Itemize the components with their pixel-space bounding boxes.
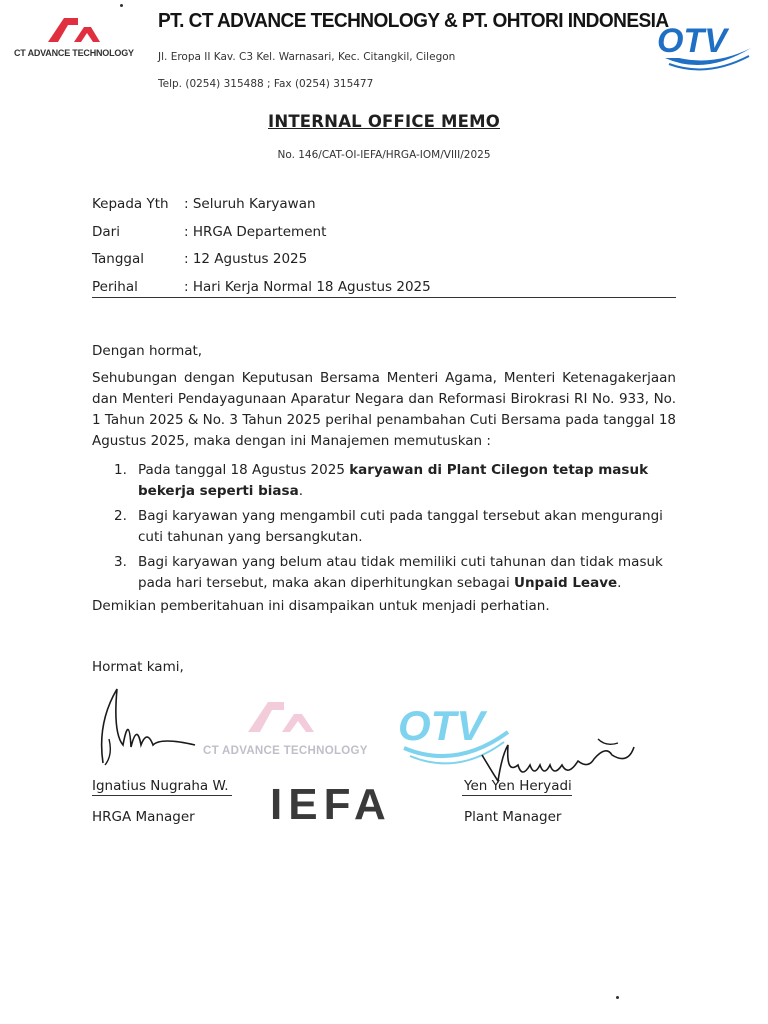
iefa-logo-text: IEFA	[270, 783, 392, 823]
list-item	[92, 552, 676, 594]
regards: Hormat kami,	[92, 659, 184, 675]
list-bold-text: Unpaid Leave	[513, 575, 618, 591]
scan-speck	[616, 996, 619, 999]
memo-title: INTERNAL OFFICE MEMO	[268, 112, 500, 131]
signatory-left-line	[92, 795, 232, 796]
company-name: PT. CT ADVANCE TECHNOLOGY & PT. OHTORI INDONESIA	[158, 9, 669, 32]
signatory-left-name: Ignatius Nugraha W.	[92, 778, 229, 794]
list-text-end: .	[298, 483, 303, 499]
signatory-right-line	[462, 795, 572, 796]
field-label: Tanggal	[92, 251, 145, 267]
field-recipient	[92, 196, 316, 212]
field-label: Kepada Yth	[92, 196, 169, 212]
ct-logo-text: CT ADVANCE TECHNOLOGY	[14, 48, 134, 58]
signatory-right-name: Yen Yen Heryadi	[464, 778, 572, 794]
otv-logo-text: OTV	[657, 22, 727, 60]
list-item	[92, 460, 676, 502]
field-value: : 12 Agustus 2025	[184, 251, 308, 267]
scan-speck	[120, 4, 123, 7]
memo-number: No. 146/CAT-OI-IEFA/HRGA-IOM/VIII/2025	[277, 149, 491, 161]
field-value: : Seluruh Karyawan	[184, 196, 316, 212]
field-value: : HRGA Departement	[184, 224, 327, 240]
closing-sentence: Demikian pemberitahuan ini disampaikan untuk menjadi perhatian.	[92, 598, 550, 614]
list-text: Bagi karyawan yang belum atau tidak memiliki cuti tahunan dan tidak masuk pada hari tersebut, maka akan diperhitungkan sebagai	[138, 554, 663, 591]
otv-stamp-text: OTV	[398, 702, 485, 749]
body-paragraph: Sehubungan dengan Keputusan Bersama Menteri Agama, Menteri Ketenagakerjaan dan Menteri Pendayagunaan Aparatur Negara dan Reformasi Birokrasi RI No. 933, No. 1 Tahun 2025 & No. 3 Tahun 2025 perihal penambahan Cuti Bersama pada tanggal 18 Agustus 2025, maka dengan ini Manajemen memutuskan :	[92, 370, 676, 449]
ct-stamp-icon	[242, 696, 332, 740]
otv-logo	[655, 14, 755, 80]
list-text-end: .	[617, 575, 622, 591]
ct-stamp-text: CT ADVANCE TECHNOLOGY	[203, 745, 368, 757]
field-date	[92, 251, 307, 267]
list-text: Bagi karyawan yang mengambil cuti pada tanggal tersebut akan mengurangi cuti tahunan yang bersangkutan.	[138, 508, 663, 545]
list-text: Pada tanggal 18 Agustus 2025	[138, 462, 350, 478]
salutation: Dengan hormat,	[92, 343, 203, 359]
field-label: Perihal	[92, 279, 138, 295]
signatory-right-role: Plant Manager	[464, 809, 562, 825]
signatory-left-role: HRGA Manager	[92, 809, 195, 825]
list-bold-text: karyawan di Plant Cilegon tetap masuk bekerja seperti biasa	[138, 462, 649, 499]
field-subject	[92, 279, 431, 295]
ct-advance-logo	[14, 14, 138, 58]
iefa-logo	[270, 783, 454, 827]
company-phone: Telp. (0254) 315488 ; Fax (0254) 315477	[158, 78, 374, 90]
company-address: Jl. Eropa II Kav. C3 Kel. Warnasari, Kec. Citangkil, Cilegon	[158, 51, 456, 63]
otv-logo-icon	[655, 14, 755, 76]
field-value: : Hari Kerja Normal 18 Agustus 2025	[184, 279, 431, 295]
list-item	[92, 506, 676, 548]
header-divider	[92, 297, 676, 298]
list-number: 2.	[114, 508, 127, 524]
ct-logo-icon	[44, 14, 108, 44]
signature-left-icon	[95, 683, 205, 777]
field-from	[92, 224, 326, 240]
list-number: 3.	[114, 554, 127, 570]
field-label: Dari	[92, 224, 120, 240]
decision-list	[92, 460, 676, 598]
list-number: 1.	[114, 462, 127, 478]
